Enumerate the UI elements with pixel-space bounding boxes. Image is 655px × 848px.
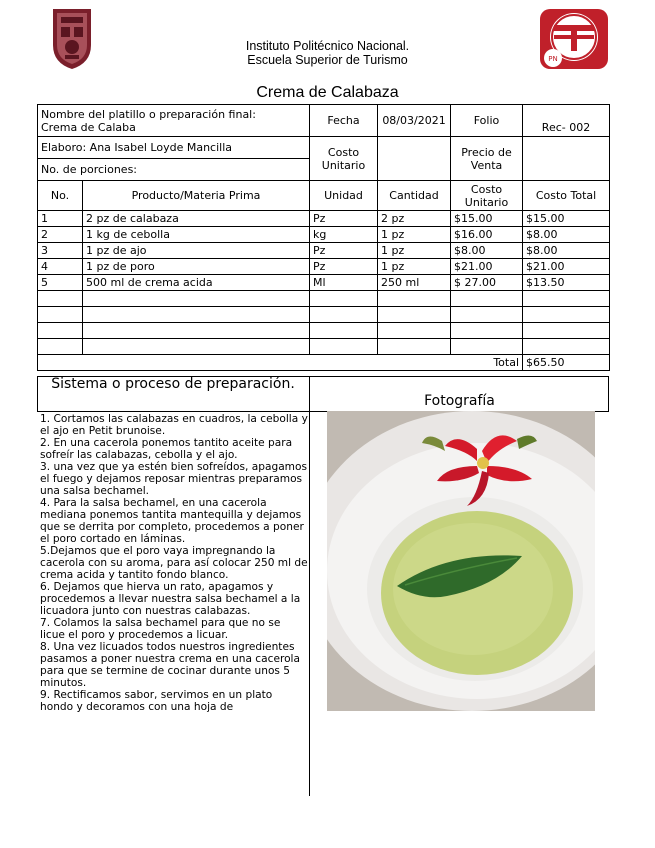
row-costo-total: $13.50: [523, 275, 610, 291]
empty-row: [38, 339, 610, 355]
row-costo-unitario: $16.00: [451, 227, 523, 243]
dish-value: Crema de Calaba: [41, 120, 136, 134]
recipe-title: Crema de Calabaza: [256, 84, 399, 101]
dish-name-cell: [38, 105, 310, 137]
elaboro-label: Elaboro: Ana Isabel Loyde Mancilla: [38, 137, 310, 159]
precio-venta-label: Precio de Venta: [451, 137, 523, 181]
total-label: Total: [38, 355, 523, 371]
empty-row: [38, 323, 610, 339]
step-text: 2. En una cacerola ponemos tantito aceite para sofreír las calabazas, cebolla y el ajo.: [40, 437, 293, 461]
col-costo-total: Costo Total: [523, 181, 610, 211]
costo-unitario-value: [378, 137, 451, 181]
row-costo-total: $8.00: [523, 227, 610, 243]
row-no: 2: [38, 227, 83, 243]
step-text: 3. una vez que ya estén bien sofreídos, apagamos el fuego y dejamos reposar mientras preparamos una salsa bechamel.: [40, 461, 308, 497]
row-unidad: Pz: [310, 211, 378, 227]
row-costo-unitario: $ 27.00: [451, 275, 523, 291]
row-unidad: Pz: [310, 243, 378, 259]
empty-row: [38, 307, 610, 323]
step-text: 5.Dejamos que el poro vaya impregnando la cacerola con su aroma, para así colocar 250 ml de crema acida y tantito fondo blanco.: [40, 545, 308, 581]
row-cantidad: 2 pz: [378, 211, 451, 227]
costo-unitario-label: Costo Unitario: [310, 137, 378, 181]
row-unidad: Pz: [310, 259, 378, 275]
soup-bowl-photo: [327, 411, 595, 711]
fecha-value: 08/03/2021: [378, 105, 451, 137]
row-costo-unitario: $8.00: [451, 243, 523, 259]
precio-venta-value: [523, 137, 610, 181]
row-cantidad: 1 pz: [378, 227, 451, 243]
col-costo-unitario: Costo Unitario: [451, 181, 523, 211]
total-value: $65.50: [523, 355, 610, 371]
row-costo-total: $15.00: [523, 211, 610, 227]
row-no: 4: [38, 259, 83, 275]
recipe-cost-table: [37, 104, 610, 371]
table-row: [38, 275, 610, 291]
column-header-row: [38, 181, 610, 211]
folio-label: Folio: [451, 105, 523, 137]
row-unidad: Ml: [310, 275, 378, 291]
col-no: No.: [38, 181, 83, 211]
row-no: 1: [38, 211, 83, 227]
row-cantidad: 1 pz: [378, 259, 451, 275]
row-producto: 1 pz de ajo: [83, 243, 310, 259]
col-unidad: Unidad: [310, 181, 378, 211]
folio-value: Rec- 002: [523, 105, 610, 137]
row-costo-total: $21.00: [523, 259, 610, 275]
row-no: 3: [38, 243, 83, 259]
school-name: Escuela Superior de Turismo: [247, 53, 408, 67]
step-text: 9. Rectificamos sabor, servimos en un plato hondo y decoramos con una hoja de: [40, 689, 273, 713]
table-row: [38, 243, 610, 259]
row-costo-unitario: $21.00: [451, 259, 523, 275]
step-text: 1. Cortamos las calabazas en cuadros, la cebolla y el ajo en Petit brunoise.: [40, 413, 308, 437]
sistema-heading: Sistema o proceso de preparación.: [51, 376, 295, 392]
total-row: [38, 355, 610, 371]
row-no: 5: [38, 275, 83, 291]
row-producto: 500 ml de crema acida: [83, 275, 310, 291]
row-unidad: kg: [310, 227, 378, 243]
col-producto: Producto/Materia Prima: [83, 181, 310, 211]
preparation-section: [37, 376, 609, 796]
porciones-label: No. de porciones:: [38, 159, 310, 181]
row-cantidad: 1 pz: [378, 243, 451, 259]
row-producto: 2 pz de calabaza: [83, 211, 310, 227]
step-text: 4. Para la salsa bechamel, en una cacerola mediana ponemos tantita mantequilla y dejamos que se derrita por completo, procedemos a poner el poro cortado en láminas.: [40, 497, 304, 545]
col-cantidad: Cantidad: [378, 181, 451, 211]
institution-name: Instituto Politécnico Nacional.: [245, 39, 410, 53]
dish-label: Nombre del platillo o preparación final:: [41, 107, 256, 121]
step-text: 6. Dejamos que hierva un rato, apagamos y procedemos a llevar nuestra salsa bechamel a la licuadora junto con nuestras calabazas.: [40, 581, 301, 617]
step-text: 7. Colamos la salsa bechamel para que no se licue el poro y procedemos a licuar.: [40, 617, 281, 641]
row-cantidad: 250 ml: [378, 275, 451, 291]
row-producto: 1 pz de poro: [83, 259, 310, 275]
est-logo-text: PN: [548, 55, 558, 63]
foto-heading: Fotografía: [424, 393, 495, 409]
row-costo-total: $8.00: [523, 243, 610, 259]
step-text: 8. Una vez licuados todos nuestros ingredientes pasamos a poner nuestra crema en una cacerola para que se termine de cocinar durante unos 5 minutos.: [40, 641, 300, 689]
fecha-label: Fecha: [310, 105, 378, 137]
row-costo-unitario: $15.00: [451, 211, 523, 227]
empty-row: [38, 291, 610, 307]
table-row: [38, 227, 610, 243]
table-row: [38, 211, 610, 227]
table-row: [38, 259, 610, 275]
preparation-steps: [40, 413, 308, 794]
row-producto: 1 kg de cebolla: [83, 227, 310, 243]
